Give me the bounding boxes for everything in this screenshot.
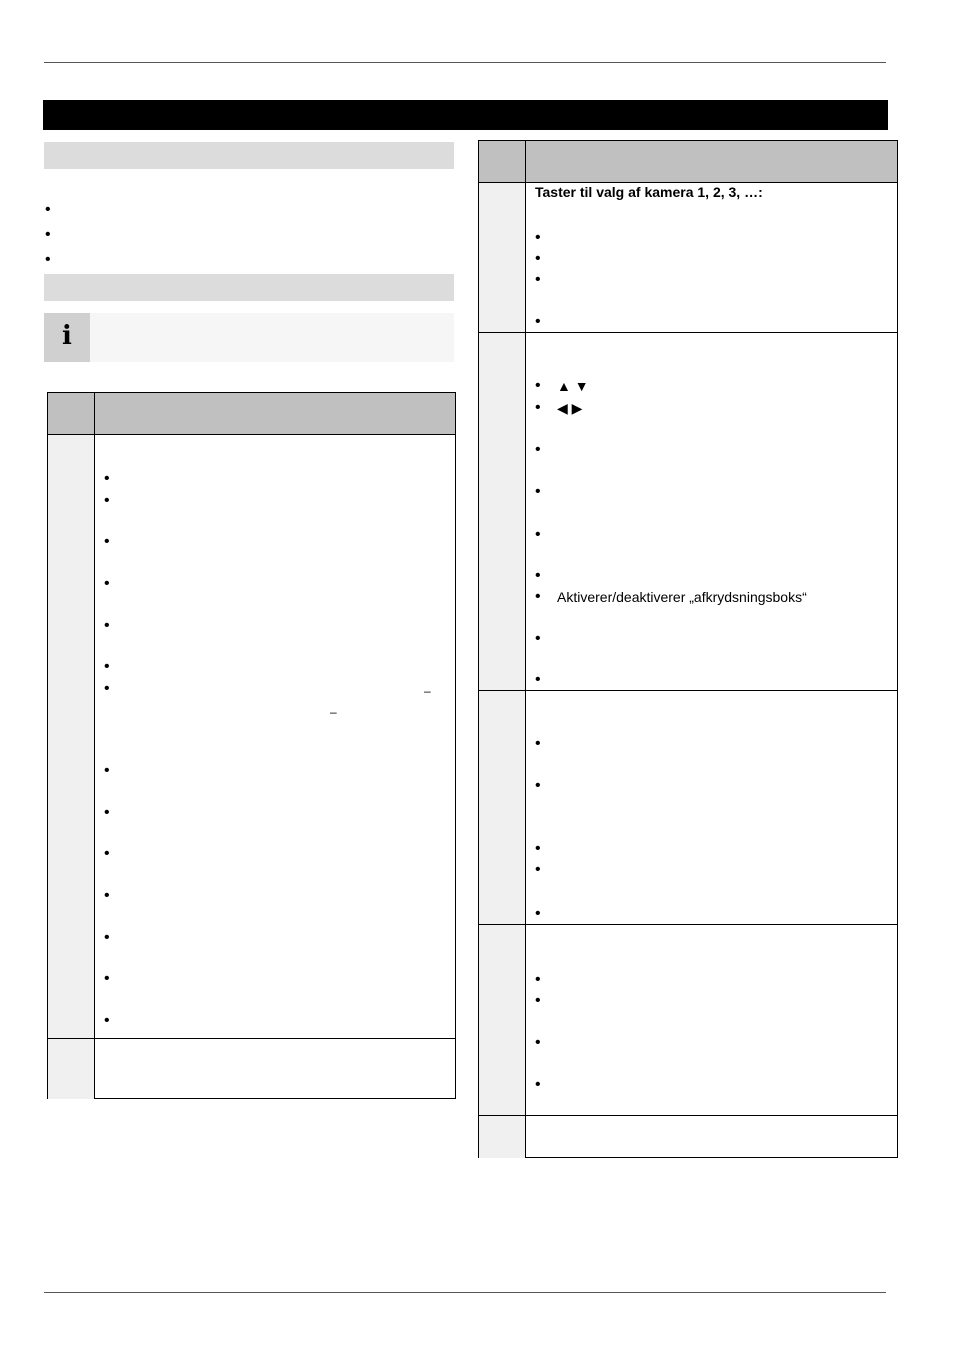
list-item-bullet: • — [535, 735, 541, 752]
arrow-left-right-icon: ◀ ▶ — [557, 400, 583, 416]
arrow-up-down-icon: ▲ ▼ — [557, 378, 589, 394]
chapter-heading-bar — [43, 100, 888, 130]
table-number-column — [479, 183, 525, 1158]
list-item-bullet: • — [535, 861, 541, 878]
dash-glyph: – — [424, 684, 431, 698]
list-item-bullet: • — [104, 970, 110, 987]
list-item-bullet: • — [535, 377, 541, 394]
list-item-bullet: • — [104, 1012, 110, 1029]
list-item-bullet: • — [104, 762, 110, 779]
list-item-bullet: • — [535, 992, 541, 1009]
list-item-bullet: • — [104, 680, 110, 697]
list-item-bullet: • — [535, 250, 541, 267]
list-item-bullet: • — [104, 617, 110, 634]
list-item-bullet: • — [104, 929, 110, 946]
section-heading-bar-2 — [44, 274, 454, 301]
table-number-cell — [48, 1039, 94, 1099]
top-rule — [44, 62, 886, 63]
table-header — [479, 141, 897, 182]
dash-glyph: – — [330, 705, 337, 719]
list-item-bullet: • — [104, 887, 110, 904]
list-item-bullet: • — [535, 840, 541, 857]
list-item-bullet: • — [104, 804, 110, 821]
list-item-bullet: • — [535, 588, 541, 605]
list-item-bullet: • — [535, 399, 541, 416]
bottom-rule — [44, 1292, 886, 1293]
list-item-bullet: • — [45, 251, 51, 268]
list-item-bullet: • — [104, 470, 110, 487]
list-item-bullet: • — [535, 271, 541, 288]
list-item-bullet: • — [104, 658, 110, 675]
section-heading-bar-1 — [44, 142, 454, 169]
list-item-bullet: • — [535, 229, 541, 246]
list-item-bullet: • — [535, 1034, 541, 1051]
list-item-bullet: • — [45, 226, 51, 243]
list-item-bullet: • — [104, 533, 110, 550]
list-item-bullet: • — [535, 971, 541, 988]
table-header — [48, 393, 455, 434]
list-item-bullet: • — [535, 630, 541, 647]
list-item-bullet: • — [535, 671, 541, 688]
checkbox-toggle-text: Aktiverer/deaktiverer „afkrydsningsboks“ — [557, 589, 807, 605]
list-item-bullet: • — [535, 905, 541, 922]
table-number-cell — [48, 435, 94, 1039]
list-item-bullet: • — [104, 492, 110, 509]
list-item-bullet: • — [104, 575, 110, 592]
list-item-bullet: • — [535, 526, 541, 543]
list-item-bullet: • — [535, 313, 541, 330]
list-item-bullet: • — [45, 201, 51, 218]
left-key-table — [47, 392, 456, 1099]
list-item-bullet: • — [104, 845, 110, 862]
list-item-bullet: • — [535, 777, 541, 794]
info-note — [44, 313, 454, 362]
list-item-bullet: • — [535, 483, 541, 500]
list-item-bullet: • — [535, 1076, 541, 1093]
camera-keys-heading: Taster til valg af kamera 1, 2, 3, …: — [535, 184, 763, 200]
info-icon: i — [44, 313, 90, 362]
right-key-table — [478, 140, 898, 1158]
list-item-bullet: • — [535, 441, 541, 458]
list-item-bullet: • — [535, 567, 541, 584]
